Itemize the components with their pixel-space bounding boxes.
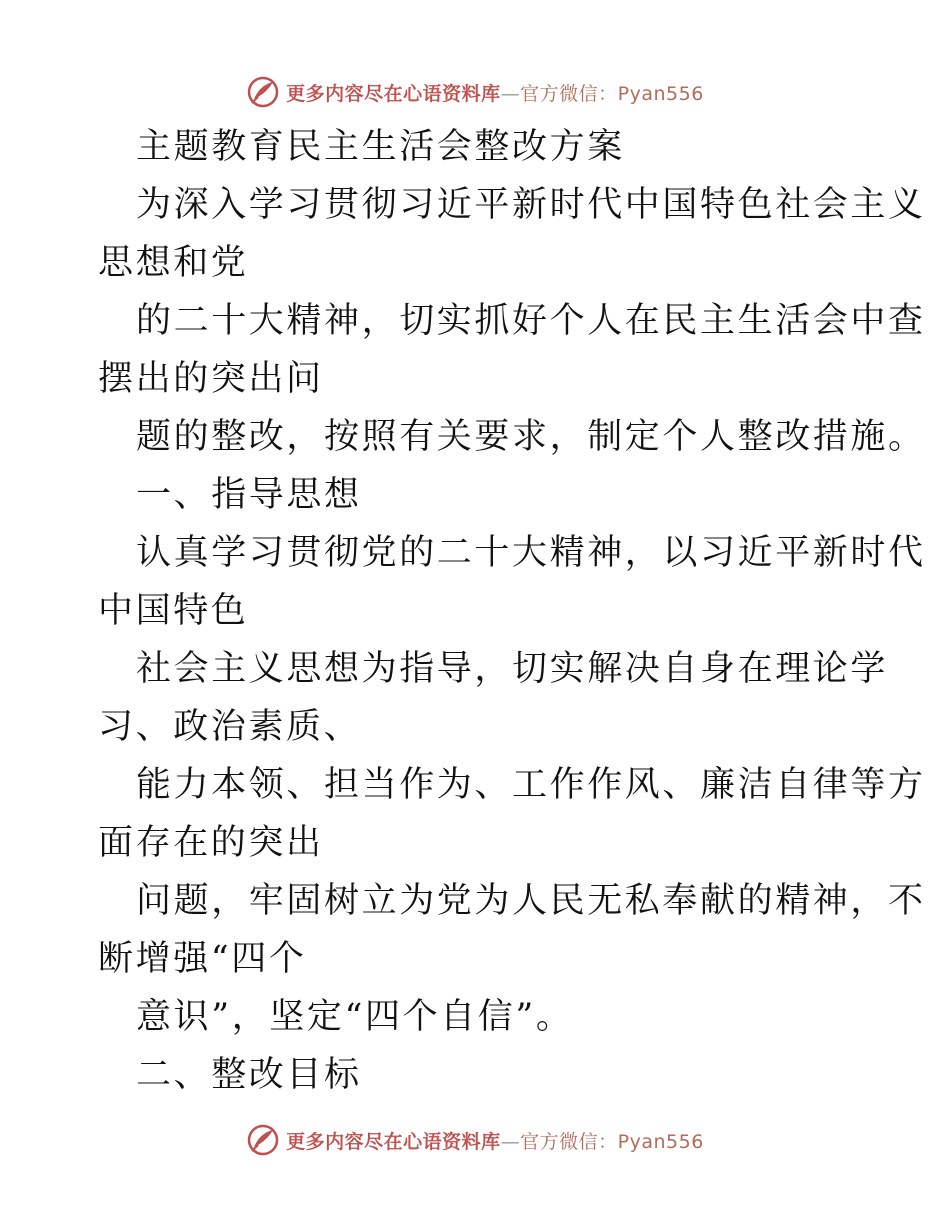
header-watermark — [0, 72, 950, 112]
section-heading: 一、指导思想 — [136, 475, 362, 515]
watermark-separator: — — [500, 1130, 521, 1153]
paragraph-line: 面存在的突出 — [98, 823, 324, 863]
watermark-text — [286, 1127, 704, 1154]
document-body — [98, 118, 926, 1104]
paragraph-line: 中国特色 — [98, 591, 249, 631]
section-heading: 二、整改目标 — [136, 1055, 362, 1095]
paragraph-line: 题的整改，按照有关要求，制定个人整改措施。 — [136, 417, 926, 457]
watermark-main-text: 更多内容尽在心语资料库 — [286, 82, 501, 105]
watermark-text — [286, 79, 704, 106]
paragraph-line: 断增强“四个 — [98, 939, 307, 979]
watermark-contact-text: 官方微信：Pyan556 — [520, 82, 704, 105]
quill-pen-logo-icon — [246, 75, 280, 109]
paragraph-line: 意识”，坚定“四个自信”。 — [136, 997, 574, 1037]
paragraph-line: 的二十大精神，切实抓好个人在民主生活会中查 — [136, 301, 926, 341]
watermark-contact-text: 官方微信：Pyan556 — [520, 1130, 704, 1153]
paragraph-line: 摆出的突出问 — [98, 359, 324, 399]
paragraph-line: 问题，牢固树立为党为人民无私奉献的精神，不 — [136, 881, 926, 921]
paragraph-line: 为深入学习贯彻习近平新时代中国特色社会主义 — [136, 185, 926, 225]
watermark-main-text: 更多内容尽在心语资料库 — [286, 1130, 501, 1153]
paragraph-line: 能力本领、担当作为、工作作风、廉洁自律等方 — [136, 765, 926, 805]
paragraph-line: 认真学习贯彻党的二十大精神，以习近平新时代 — [136, 533, 926, 573]
document-title: 主题教育民主生活会整改方案 — [136, 127, 625, 167]
paragraph-line: 思想和党 — [98, 243, 249, 283]
paragraph-line: 社会主义思想为指导，切实解决自身在理论学 — [136, 649, 889, 689]
footer-watermark — [0, 1120, 950, 1160]
watermark-separator: — — [500, 82, 521, 105]
quill-pen-logo-icon — [246, 1123, 280, 1157]
paragraph-line: 习、政治素质、 — [98, 707, 362, 747]
